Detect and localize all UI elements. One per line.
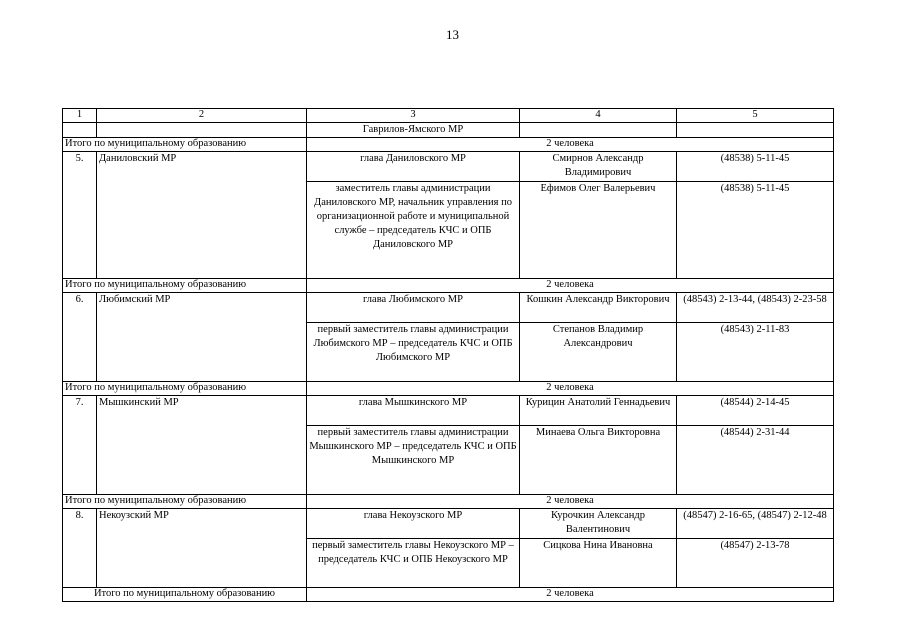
cell-district: Некоузский МР (97, 509, 307, 588)
cell-phone: (48544) 2-14-45 (677, 396, 834, 426)
cell-phone: (48543) 2-11-83 (677, 323, 834, 382)
cell-position: первый заместитель главы Некоузского МР – председатель КЧС и ОПБ Некоузского МР (307, 539, 520, 588)
cell-position: первый заместитель главы администрации Любимского МР – председатель КЧС и ОПБ Любимского МР (307, 323, 520, 382)
total-label: Итого по муниципальному образованию (63, 588, 307, 602)
header-col-1: 1 (63, 109, 97, 123)
total-label: Итого по муниципальному образованию (63, 279, 307, 293)
total-label: Итого по муниципальному образованию (63, 138, 307, 152)
total-count: 2 человека (307, 138, 834, 152)
total-row (63, 495, 834, 509)
cell-position: глава Некоузского МР (307, 509, 520, 539)
cell-phone: (48547) 2-13-78 (677, 539, 834, 588)
cell-position: первый заместитель главы администрации Мышкинского МР – председатель КЧС и ОПБ Мышкинского МР (307, 426, 520, 495)
cell-phone: (48544) 2-31-44 (677, 426, 834, 495)
total-count: 2 человека (307, 495, 834, 509)
cell-phone (677, 123, 834, 138)
cell-num: 6. (63, 293, 97, 382)
total-count: 2 человека (307, 588, 834, 602)
page-number: 13 (446, 27, 459, 42)
header-col-3: 3 (307, 109, 520, 123)
table-row (63, 509, 834, 539)
cell-name: Ефимов Олег Валерьевич (520, 182, 677, 279)
total-row (63, 138, 834, 152)
cell-district (97, 123, 307, 138)
cell-name: Сицкова Нина Ивановна (520, 539, 677, 588)
cell-position: глава Мышкинского МР (307, 396, 520, 426)
cell-name: Минаева Ольга Викторовна (520, 426, 677, 495)
officials-table (62, 108, 834, 602)
cell-position: глава Любимского МР (307, 293, 520, 323)
header-col-5: 5 (677, 109, 834, 123)
total-label: Итого по муниципальному образованию (63, 382, 307, 396)
cell-phone: (48538) 5-11-45 (677, 182, 834, 279)
cell-position: заместитель главы администрации Даниловского МР, начальник управления по организационной работе и муниципальной службе – председатель КЧС и ОПБ Даниловского МР (307, 182, 520, 279)
header-col-2: 2 (97, 109, 307, 123)
cell-num: 5. (63, 152, 97, 279)
total-row (63, 588, 834, 602)
table-row (63, 152, 834, 182)
total-label: Итого по муниципальному образованию (63, 495, 307, 509)
header-col-4: 4 (520, 109, 677, 123)
cell-name: Курочкин Александр Валентинович (520, 509, 677, 539)
cell-phone: (48547) 2-16-65, (48547) 2-12-48 (677, 509, 834, 539)
cell-name: Степанов Владимир Александрович (520, 323, 677, 382)
cell-phone: (48543) 2-13-44, (48543) 2-23-58 (677, 293, 834, 323)
cell-num (63, 123, 97, 138)
table-body (63, 109, 834, 602)
table-row (63, 396, 834, 426)
cell-num: 7. (63, 396, 97, 495)
cell-name: Кошкин Александр Викторович (520, 293, 677, 323)
cell-num: 8. (63, 509, 97, 588)
table-row (63, 293, 834, 323)
total-count: 2 человека (307, 382, 834, 396)
cell-name (520, 123, 677, 138)
cell-name: Курицин Анатолий Геннадьевич (520, 396, 677, 426)
header-row (63, 109, 834, 123)
continuation-row (63, 123, 834, 138)
cell-district: Мышкинский МР (97, 396, 307, 495)
cell-district: Даниловский МР (97, 152, 307, 279)
cell-position: Гаврилов-Ямского МР (307, 123, 520, 138)
cell-name: Смирнов Александр Владимирович (520, 152, 677, 182)
cell-position: глава Даниловского МР (307, 152, 520, 182)
total-row (63, 279, 834, 293)
total-count: 2 человека (307, 279, 834, 293)
cell-phone: (48538) 5-11-45 (677, 152, 834, 182)
cell-district: Любимский МР (97, 293, 307, 382)
total-row (63, 382, 834, 396)
